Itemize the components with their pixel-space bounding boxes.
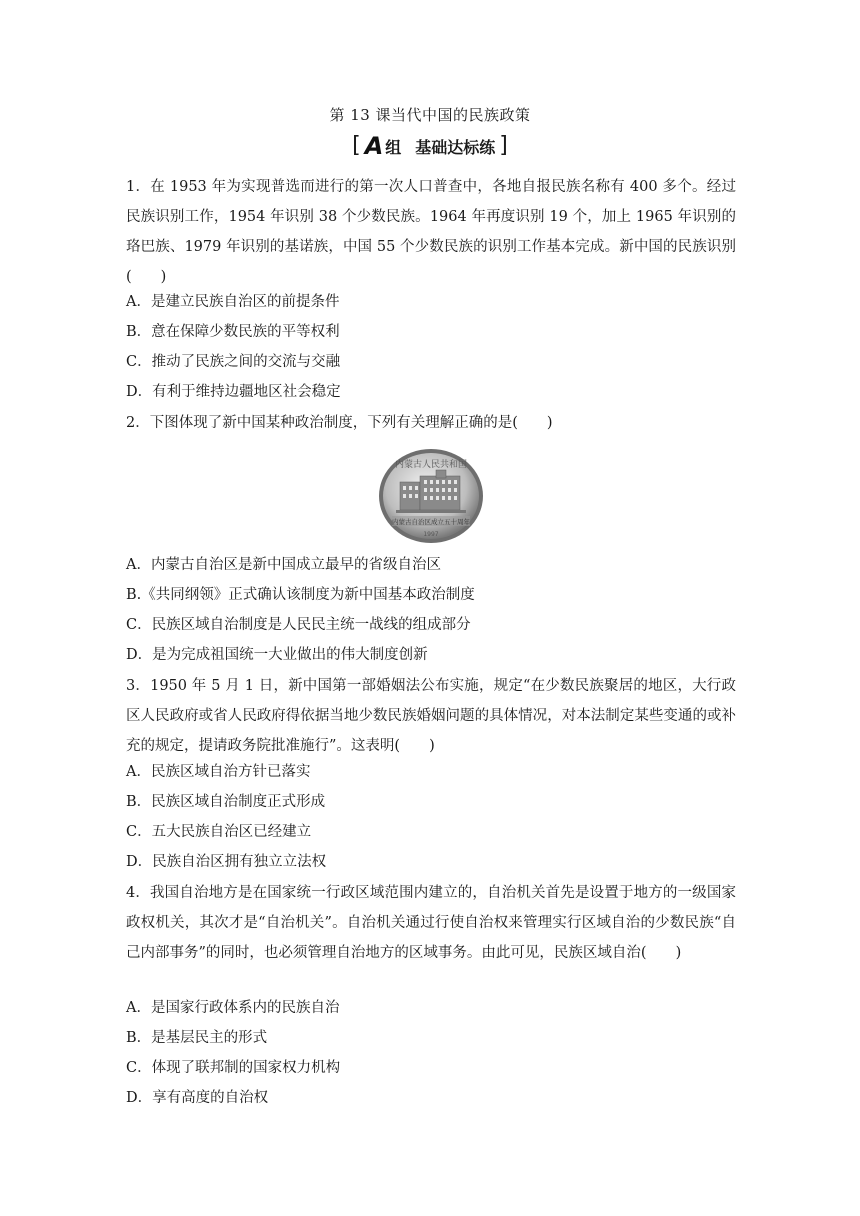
question-2-stem: 2．下图体现了新中国某种政治制度，下列有关理解正确的是( ) xyxy=(126,415,553,431)
question-1-option-d: D．有利于维持边疆地区社会稳定 xyxy=(126,384,341,400)
question-4-option-c: C．体现了联邦制的国家权力机构 xyxy=(126,1060,341,1076)
building-ground xyxy=(396,510,466,513)
coin-bottom-text: 内蒙古自治区成立五十周年 xyxy=(392,518,470,526)
question-4-stem: 4．我国自治地方是在国家统一行政区域范围内建立的，自治机关首先是设置于地方的一级国家政权机关，其次才是“自治机关”。自治机关通过行使自治权来管理实行区域自治的少数民族“自己内部事务”的同时，也必须管理自治地方的区域事务。由此可见，民族区域自治( ) xyxy=(126,885,736,961)
question-4-option-a: A．是国家行政体系内的民族自治 xyxy=(126,1000,340,1016)
section-header xyxy=(0,134,860,158)
question-3-stem: 3．1950 年 5 月 1 日，新中国第一部婚姻法公布实施，规定“在少数民族聚居的地区，大行政区人民政府或省人民政府得依据当地少数民族婚姻问题的具体情况，对本法制定某些变通的或补充的规定，提请政务院批准施行”。这表明( ) xyxy=(126,678,736,754)
question-3-option-a: A．民族区域自治方针已落实 xyxy=(126,764,311,780)
question-2-option-b: B.《共同纲领》正式确认该制度为新中国基本政治制度 xyxy=(126,587,475,603)
group-a-badge: A xyxy=(364,132,384,160)
question-2-option-d: D．是为完成祖国统一大业做出的伟大制度创新 xyxy=(126,647,428,663)
close-bracket: ] xyxy=(499,133,508,158)
question-3-option-b: B．民族区域自治制度正式形成 xyxy=(126,794,326,810)
question-1-option-a: A．是建立民族自治区的前提条件 xyxy=(126,294,340,310)
question-3-option-c: C．五大民族自治区已经建立 xyxy=(126,824,312,840)
question-4-option-b: B．是基层民主的形式 xyxy=(126,1030,268,1046)
open-bracket: [ xyxy=(352,133,361,158)
section-label: 基础达标练 xyxy=(415,137,496,157)
commemorative-coin-image xyxy=(378,448,484,544)
question-2-option-c: C．民族区域自治制度是人民民主统一战线的组成部分 xyxy=(126,617,471,633)
question-4-option-d: D．享有高度的自治权 xyxy=(126,1090,269,1106)
question-1-option-c: C．推动了民族之间的交流与交融 xyxy=(126,354,341,370)
coin-top-text: 内蒙古人民共和国 xyxy=(394,460,468,470)
question-1-stem: 1．在 1953 年为实现普选而进行的第一次人口普查中，各地自报民族名称有 400 多个。经过民族识别工作，1954 年识别 38 个少数民族。1964 年再度识别 19 个，加上 1965 年识别的珞巴族、1979 年识别的基诺族，中国 55 个少数民族的识别工作基本完成。新中国的民族识别( ) xyxy=(126,179,736,285)
group-label: 组 xyxy=(385,137,402,157)
coin-year-text: 1997 xyxy=(423,531,439,538)
question-3-option-d: D．民族自治区拥有独立立法权 xyxy=(126,854,327,870)
question-2-option-a: A．内蒙古自治区是新中国成立最早的省级自治区 xyxy=(126,557,441,573)
question-1-option-b: B．意在保障少数民族的平等权利 xyxy=(126,324,340,340)
lesson-title: 第 13 课当代中国的民族政策 xyxy=(329,106,531,124)
